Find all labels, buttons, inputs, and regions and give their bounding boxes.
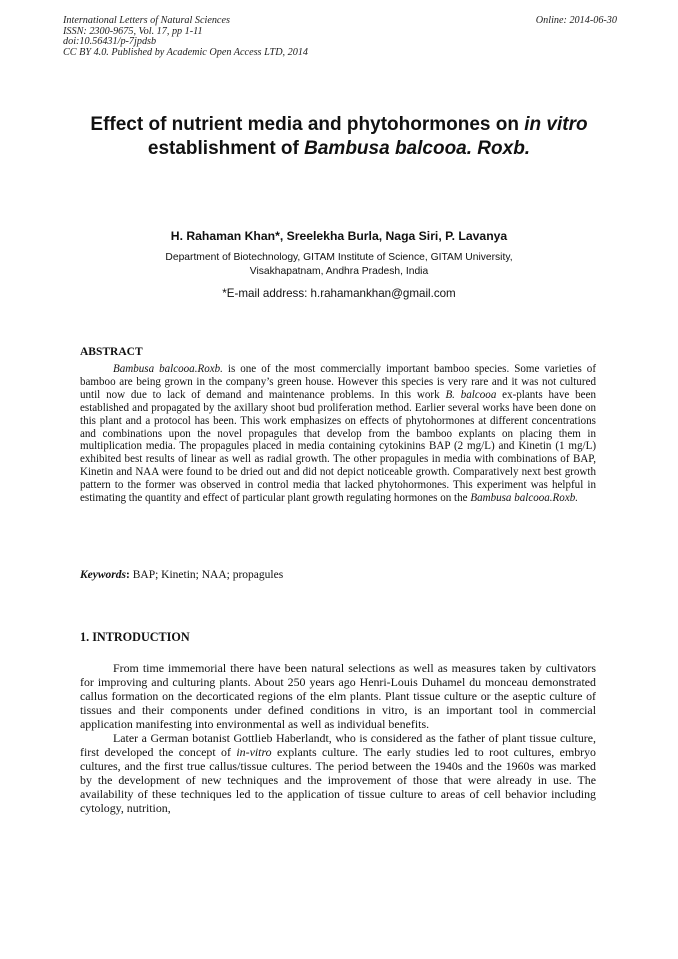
affiliation bbox=[110, 251, 568, 278]
author-list: H. Rahaman Khan*, Sreelekha Burla, Naga Siri, P. Lavanya bbox=[170, 229, 508, 243]
title-part-2: establishment of bbox=[147, 138, 305, 159]
keywords-colon: : bbox=[126, 569, 130, 581]
online-date: Online: 2014-06-30 bbox=[535, 15, 617, 26]
journal-header bbox=[63, 16, 617, 58]
title-part-1: Effect of nutrient media and phytohormones on bbox=[90, 114, 525, 135]
intro-p2-italic: in-vitro bbox=[236, 745, 272, 759]
abstract-text-1: is one of the most commercially important bamboo species. Some varieties of bamboo are being grown in the company’s green house. However this species is very rare and it was not cultured until now due to lack of demand and maintenance problems. In this work bbox=[80, 363, 596, 401]
intro-p2-text-a: Later a German botanist Gottlieb Haberlandt, who is considered as the father of plant tissue culture, first developed the concept of bbox=[80, 731, 596, 759]
keywords bbox=[80, 569, 596, 581]
intro-p2-text-b: explants culture. The early studies led to root cultures, embryo cultures, and the first true callus/tissue cultures. The period between the 1940s and the 1960s was marked by the development of new techniques and the improvement of those that were already in use. The availability of these techniques led to the application of tissue culture to areas of cell behavior including cytology, nutrition, bbox=[80, 745, 596, 815]
introduction-heading: 1. INTRODUCTION bbox=[80, 630, 190, 644]
journal-name: International Letters of Natural Sciences bbox=[63, 15, 230, 26]
contact-email: *E-mail address: h.rahamankhan@gmail.com bbox=[222, 287, 456, 300]
license-line: CC BY 4.0. Published by Academic Open Access LTD, 2014 bbox=[63, 46, 309, 58]
abstract-species-3: Bambusa balcooa.Roxb. bbox=[470, 492, 579, 505]
affiliation-line-1: Department of Biotechnology, GITAM Institute of Science, GITAM University, bbox=[165, 252, 513, 263]
intro-paragraph-2 bbox=[80, 731, 596, 815]
title-italic-1: in vitro bbox=[524, 114, 588, 135]
doi-line: doi:10.56431/p-7jpdsb bbox=[63, 36, 157, 48]
paper-title bbox=[70, 113, 608, 161]
abstract-species: Bambusa balcooa.Roxb. bbox=[113, 363, 223, 375]
issn-line: ISSN: 2300-9675, Vol. 17, pp 1-11 bbox=[63, 25, 203, 37]
abstract-heading: ABSTRACT bbox=[80, 346, 143, 358]
abstract-species-2: B. balcooa bbox=[445, 388, 497, 401]
abstract-text-2: ex-plants have been established and propagated by the axillary shoot bud proliferation method. Earlier several works have been done on this plant and a protocol has been. This work emphasizes on effects of phytohormones at different concentrations and combinations upon the novel propagules that develop from the bamboo explants on placing them in multiplication media. The propagules placed in media containing cytokinins BAP (2 mg/L) and Kinetin (1 mg/L) exhibited best results of linear as well as radial growth. The other propagules in media with combinations of BAP, Kinetin and NAA were found to be dried out and did not depict noticeable growth. Comparatively next best growth pattern to the former was observed in control media that lacked phytohormones. This experiment was helpful in estimating the quantity and effect of particular plant growth regulating hormones on the bbox=[80, 388, 596, 505]
introduction-body bbox=[80, 661, 596, 815]
keywords-label: Keywords bbox=[80, 569, 126, 581]
intro-paragraph-1: From time immemorial there have been natural selections as well as measures taken by cultivators for improving and culturing plants. About 250 years ago Henri-Louis Duhamel du monceau demonstrated callus formation on the decorticated regions of the elm plants. Plant tissue culture or the aseptic culture of tissues and their components under defined conditions in vitro, is an important tool in commercial application manifesting into environmental as well as individual benefits. bbox=[80, 661, 596, 731]
title-italic-2: Bambusa balcooa. Roxb. bbox=[304, 138, 531, 159]
keywords-list: BAP; Kinetin; NAA; propagules bbox=[129, 569, 284, 581]
affiliation-line-2: Visakhapatnam, Andhra Pradesh, India bbox=[249, 265, 429, 277]
abstract-body bbox=[80, 363, 596, 505]
